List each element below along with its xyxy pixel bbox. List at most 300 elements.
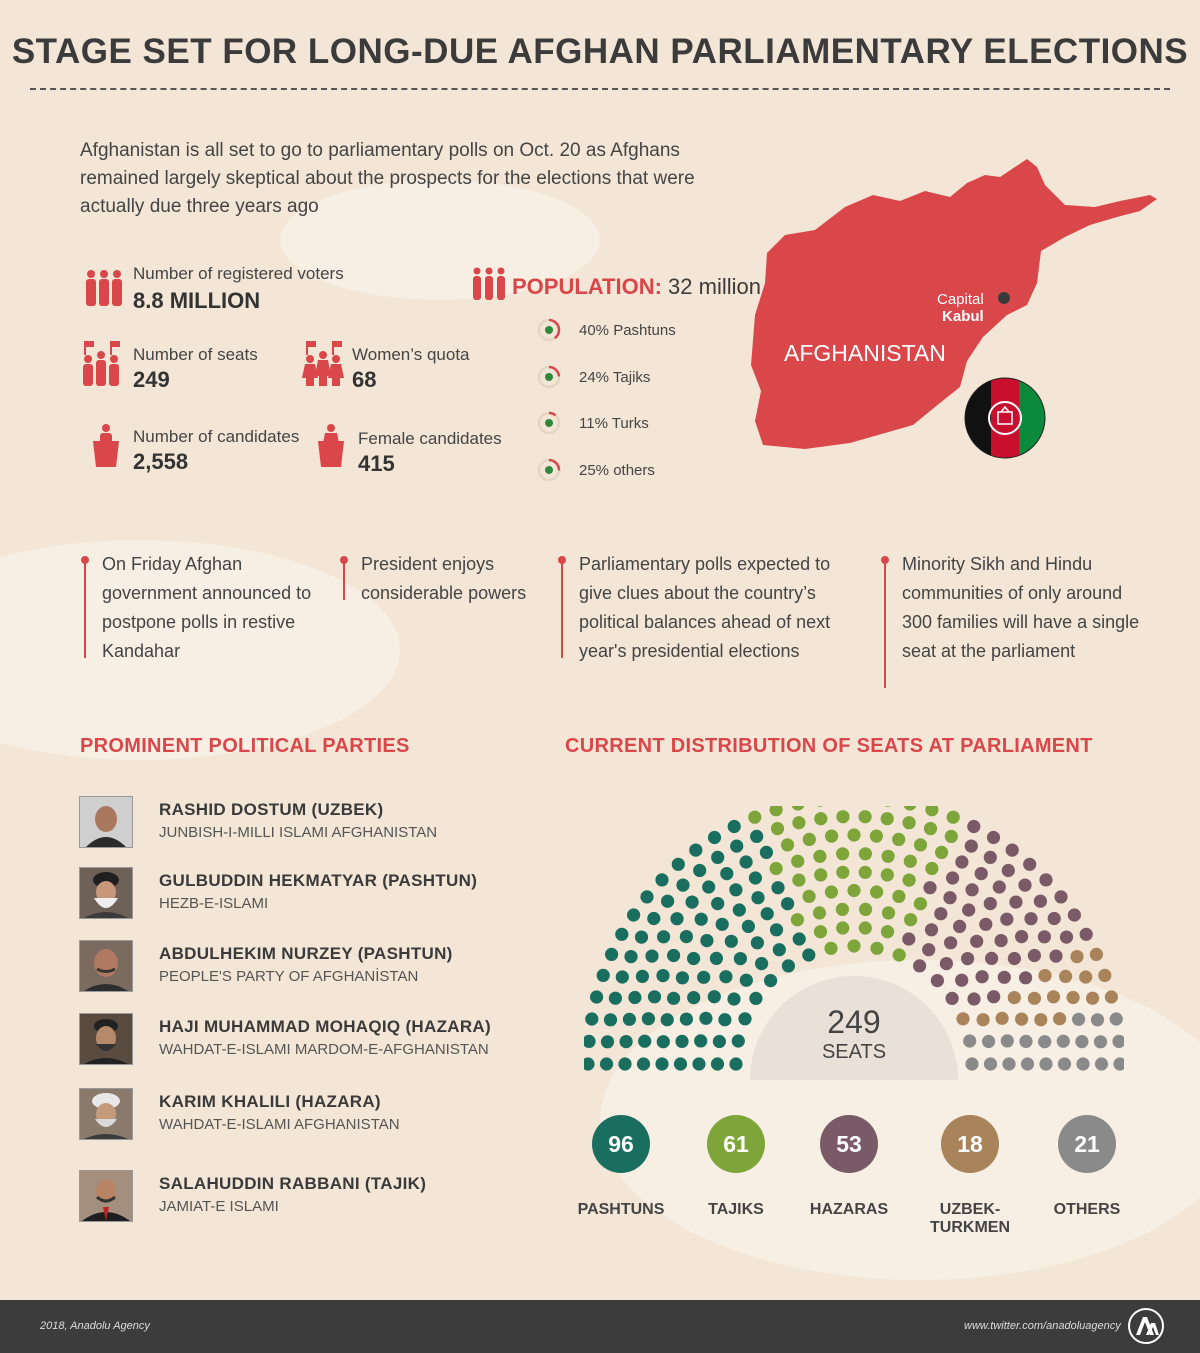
seat-dot [708,990,721,1003]
seat-dot [585,1012,598,1025]
seat-dot [1090,948,1103,961]
seat-dot [1095,1057,1108,1070]
footer-credit: 2018, Anadolu Agency [40,1320,150,1332]
seats-total-label [750,1004,958,1064]
seat-dot [859,847,872,860]
stat-label: Women’s quota [352,345,470,364]
politician-name: RASHID DOSTUM (UZBEK) [159,800,384,819]
seat-dot [1059,970,1072,983]
seat-dot [770,806,783,816]
seat-dot [946,871,959,884]
party-row [79,1013,539,1065]
seat-dot [697,971,710,984]
seat-dot [914,897,927,910]
seat-dot [700,934,713,947]
seat-dot [711,851,724,864]
seat-dot [881,806,894,807]
stat-female-candidates [358,429,502,477]
ethnic-group [537,415,649,432]
percentage-donut-icon [537,365,561,389]
seat-dot [791,806,804,811]
seat-dot [1038,930,1051,943]
seat-dot [935,846,948,859]
seat-dot [770,923,783,936]
seat-dot [1067,991,1080,1004]
seat-dot [859,903,872,916]
ethnic-group-label: 11% Turks [579,415,649,432]
stat-seats [133,345,258,393]
seat-dot [702,880,715,893]
seat-dot [656,969,669,982]
seat-group-count: 18 [941,1115,999,1173]
capital-label [937,291,984,325]
seat-dot [627,908,640,921]
seat-dot [1038,969,1051,982]
seat-dot [647,912,660,925]
seat-dot [710,952,723,965]
seat-dot [904,855,917,868]
female-candidate-icon [316,423,346,467]
seat-dot [781,838,794,851]
seat-dot [667,949,680,962]
seats-total-word: SEATS [821,1041,887,1063]
seat-dot [847,884,860,897]
seat-dot [925,806,938,816]
seat-dot [1001,1034,1014,1047]
seat-dot [987,831,1000,844]
seat-dot [953,920,966,933]
party-row [79,1170,539,1222]
note-text: Parliamentary polls expected to give clues about the country’s political balances ahead of next year's presidential elections [579,554,831,661]
seat-dot [814,925,827,938]
seat-dot [1086,992,1099,1005]
seat-dot [836,810,849,823]
seat-dot [903,874,916,887]
seat-dot [695,913,708,926]
seat-dot [694,1034,707,1047]
seat-dot [1091,1013,1104,1026]
seat-dot [1048,912,1061,925]
seat-group [905,1115,1035,1237]
seat-dot [791,855,804,868]
seat-dot [750,830,763,843]
seat-dot [940,957,953,970]
seat-dot [944,936,957,949]
seats-icon [80,341,124,387]
party-name: JUNBISH-I-MILLI ISLAMI AFGHANISTAN [159,824,438,841]
parties-title: PROMINENT POLITICAL PARTIES [80,735,410,757]
seat-dot [970,935,983,948]
seat-dot [1034,1013,1047,1026]
stat-women-quota [352,345,470,393]
seat-group-name: HAZARAS [809,1201,889,1218]
seat-dot [620,1035,633,1048]
seat-dot [1028,949,1041,962]
seat-dot [903,806,916,811]
seat-dot [624,950,637,963]
seat-dot [636,970,649,983]
seat-dot [584,1035,596,1048]
seat-dot [730,840,743,853]
capital-name: Kabul [942,308,984,325]
seat-dot [729,883,742,896]
seat-dot [1018,879,1031,892]
seat-dot [676,879,689,892]
seat-dot [870,942,883,955]
seat-dot [657,930,670,943]
seat-dot [751,936,764,949]
percentage-donut-icon [537,318,561,342]
seat-dot [984,851,997,864]
note-text: On Friday Afghan government announced to postpone polls in restive Kandahar [102,554,312,661]
seat-dot [1070,950,1083,963]
seat-dot [945,830,958,843]
seat-dot [1072,1013,1085,1026]
seat-dot [604,1013,617,1026]
politician-photo [79,1170,133,1222]
seat-dot [825,885,838,898]
seat-dot [961,952,974,965]
seat-dot [925,862,938,875]
seat-group-name: PASHTUNS [577,1201,665,1218]
population-icon [471,266,507,300]
seat-dot [967,820,980,833]
note-item [361,550,551,608]
stat-label: Female candidates [358,429,502,448]
seat-dot [882,906,895,919]
seat-dot [893,948,906,961]
seat-dot [913,959,926,972]
seat-dot [995,934,1008,947]
seat-dot [791,913,804,926]
seat-dot [740,855,753,868]
politician-name: ABDULHEKIM NURZEY (PASHTUN) [159,944,453,963]
seat-dot [962,903,975,916]
stat-candidates [133,427,299,475]
footer [0,1300,1200,1353]
seat-dot [733,903,746,916]
seat-dot [1019,971,1032,984]
seat-dot [984,897,997,910]
politician-name: SALAHUDDIN RABBANI (TAJIK) [159,1174,427,1193]
seat-dot [689,844,702,857]
seat-dot [1006,844,1019,857]
seat-dot [725,935,738,948]
seat-dot [814,806,827,807]
seat-dot [645,950,658,963]
population-value: 32 million [668,274,761,299]
seat-dot [1098,969,1111,982]
note-marker [343,558,345,600]
ethnic-group-label: 40% Pashtuns [579,322,676,339]
seat-dot [675,1035,688,1048]
seat-dot [648,990,661,1003]
seat-dot [979,918,992,931]
stat-label: Number of registered voters [133,264,344,283]
seat-dot [687,991,700,1004]
seat-dot [618,1057,631,1070]
party-row [79,867,539,919]
seat-dot [667,992,680,1005]
seat-dot [1080,928,1093,941]
seat-dot [600,1057,613,1070]
note-marker [84,558,86,658]
seat-dot [672,858,685,871]
seat-dot [601,1035,614,1048]
seat-dot [985,952,998,965]
stat-value: 68 [352,367,377,392]
seat-dot [847,939,860,952]
seat-dot [1015,930,1028,943]
seat-dot [708,831,721,844]
seat-dot [955,974,968,987]
seats-title: CURRENT DISTRIBUTION OF SEATS AT PARLIAMENT [565,735,1093,757]
seat-dot [1105,990,1118,1003]
seat-dot [729,1057,742,1070]
seat-dot [814,868,827,881]
seat-dot [680,930,693,943]
seat-dot [742,920,755,933]
seat-dot [640,890,653,903]
seat-dot [792,816,805,829]
seat-dot [934,907,947,920]
page-title: STAGE SET FOR LONG-DUE AFGHAN PARLIAMENTARY ELECTIONS [11,32,1189,71]
stat-label: Number of seats [133,345,258,364]
seat-dot [792,874,805,887]
seat-dot [825,830,838,843]
ethnic-group [537,322,676,339]
seat-dot [813,906,826,919]
seat-dot [732,1034,745,1047]
seat-dot [782,959,795,972]
seat-dot [956,1012,969,1025]
stat-value: 2,558 [133,449,189,474]
politician-photo [79,940,133,992]
seat-dot [1008,952,1021,965]
seat-dot [965,1057,978,1070]
politician-photo [79,867,133,919]
seat-dot [623,1013,636,1026]
seat-dot [764,974,777,987]
seat-dot [993,880,1006,893]
ethnic-group-label: 25% others [579,462,655,479]
voters-icon [84,268,124,308]
seat-dot [1060,931,1073,944]
seat-dot [1047,990,1060,1003]
seat-dot [655,1057,668,1070]
party-row [79,796,539,848]
seat-dot [1054,890,1067,903]
seat-dot [670,912,683,925]
seat-dot [605,948,618,961]
seat-dot [975,867,988,880]
seat-dot [859,810,872,823]
seat-dot [1110,1012,1123,1025]
note-marker [884,558,886,688]
note-text: Minority Sikh and Hindu communities of only around 300 families will have a single seat at the parliament [902,554,1140,661]
seat-dot [728,820,741,833]
seat-dot [637,1057,650,1070]
stat-label: Number of candidates [133,427,300,446]
seat-dot [1023,858,1036,871]
seat-dot [734,952,747,965]
seat-group-count: 61 [707,1115,765,1173]
seat-dot [903,816,916,829]
seat-dot [584,1057,595,1070]
seat-dot [976,970,989,983]
seat-dot [699,1012,712,1025]
seat-dot [977,1013,990,1026]
seat-dot [987,990,1000,1003]
seat-dot [1053,1012,1066,1025]
seat-dot [965,840,978,853]
seat-dot [748,811,761,824]
ethnic-group [537,462,655,479]
note-item [579,550,854,666]
seat-dot [616,970,629,983]
seat-dot [635,931,648,944]
seat-dot [996,1012,1009,1025]
seat-dot [628,991,641,1004]
seat-dot [870,885,883,898]
population-title [512,274,761,300]
seat-dot [687,952,700,965]
seat-dot [803,890,816,903]
stat-value: 8.8 MILLION [133,288,261,313]
seat-dot [713,1035,726,1048]
capital-caption: Capital [937,291,984,308]
seat-dot [773,943,786,956]
ethnic-group-label: 24% Tajiks [579,369,651,386]
seat-dot [1079,970,1092,983]
seat-dot [870,830,883,843]
seat-dot [914,838,927,851]
seat-dot [943,891,956,904]
country-label: AFGHANISTAN [784,340,946,366]
party-name: HEZB-E-ISLAMI [159,895,269,912]
seat-dot [1009,896,1022,909]
seat-dot [674,1057,687,1070]
seat-dot [1000,913,1013,926]
seat-dot [836,921,849,934]
seat-group [1022,1115,1152,1219]
politician-name: KARIM KHALILI (HAZARA) [159,1092,381,1111]
seat-group-count: 21 [1058,1115,1116,1173]
seat-dot [1008,991,1021,1004]
seat-dot [1076,1057,1089,1070]
party-name: PEOPLE'S PARTY OF AFGHANİSTAN [159,968,419,985]
seat-dot [824,942,837,955]
politician-name: HAJI MUHAMMAD MOHAQIQ (HAZARA) [159,1017,491,1036]
seat-dot [859,866,872,879]
party-row [79,940,539,992]
seat-dot [1075,1035,1088,1048]
afghanistan-flag-icon [963,376,1047,460]
seat-dot [1112,1035,1124,1048]
seat-dot [904,913,917,926]
seat-dot [836,847,849,860]
politician-name: GULBUDDIN HEKMATYAR (PASHTUN) [159,871,478,890]
seat-dot [760,846,773,859]
seat-dot [963,1034,976,1047]
stat-value: 249 [133,367,170,392]
seat-dot [718,1013,731,1026]
seat-dot [692,1057,705,1070]
seat-dot [676,971,689,984]
seat-dot [638,1035,651,1048]
anadolu-agency-logo-icon [1128,1308,1164,1344]
seat-dot [615,928,628,941]
seat-dot [955,855,968,868]
politician-photo [79,796,133,848]
footer-twitter-link[interactable]: www.twitter.com/anadoluagency [964,1320,1121,1332]
ethnic-group [537,369,650,386]
seat-dot [720,867,733,880]
party-name: WAHDAT-E-ISLAMI MARDOM-E-AFGHANISTAN [159,1041,489,1058]
note-marker [561,558,563,658]
seat-dot [793,932,806,945]
seat-dot [1019,1035,1032,1048]
seat-group [556,1115,686,1219]
seat-dot [881,868,894,881]
stat-registered-voters [133,264,344,314]
seats-total-number: 249 [827,1004,881,1040]
seat-dot [924,822,937,835]
seat-dot [923,881,936,894]
politician-photo [79,1088,133,1140]
intro-text: Afghanistan is all set to go to parliamentary polls on Oct. 20 as Afghans remained largely skeptical about the prospects for the elections that were actually due three years ago [80,140,695,217]
seat-dot [642,1012,655,1025]
seat-dot [761,907,774,920]
seat-dot [749,871,762,884]
seat-dot [1002,1057,1015,1070]
seat-dot [1039,873,1052,886]
seat-dot [967,992,980,1005]
seat-dot [925,923,938,936]
title-divider [30,88,1170,90]
seat-dot [751,891,764,904]
seat-dot [661,895,674,908]
seat-dot [771,881,784,894]
seat-dot [982,1035,995,1048]
seat-dot [1015,1013,1028,1026]
seat-dot [802,948,815,961]
note-text: President enjoys considerable powers [361,554,527,603]
seat-dot [1024,912,1037,925]
seat-dot [1002,864,1015,877]
seat-group-count: 53 [820,1115,878,1173]
seat-dot [892,890,905,903]
seat-dot [711,1057,724,1070]
seat-dot [882,850,895,863]
population-label: POPULATION: [512,274,662,299]
seat-dot [719,970,732,983]
seat-dot [998,971,1011,984]
seat-dot [716,918,729,931]
seat-dot [881,925,894,938]
seat-dot [836,866,849,879]
seat-dot [1068,908,1081,921]
seat-group-count: 96 [592,1115,650,1173]
seat-dot [1049,950,1062,963]
seat-dot [781,897,794,910]
seat-dot [680,1013,693,1026]
seat-dot [1028,992,1041,1005]
seat-dot [892,833,905,846]
party-row [79,1088,539,1140]
seat-dot [1034,895,1047,908]
seat-dot [711,897,724,910]
